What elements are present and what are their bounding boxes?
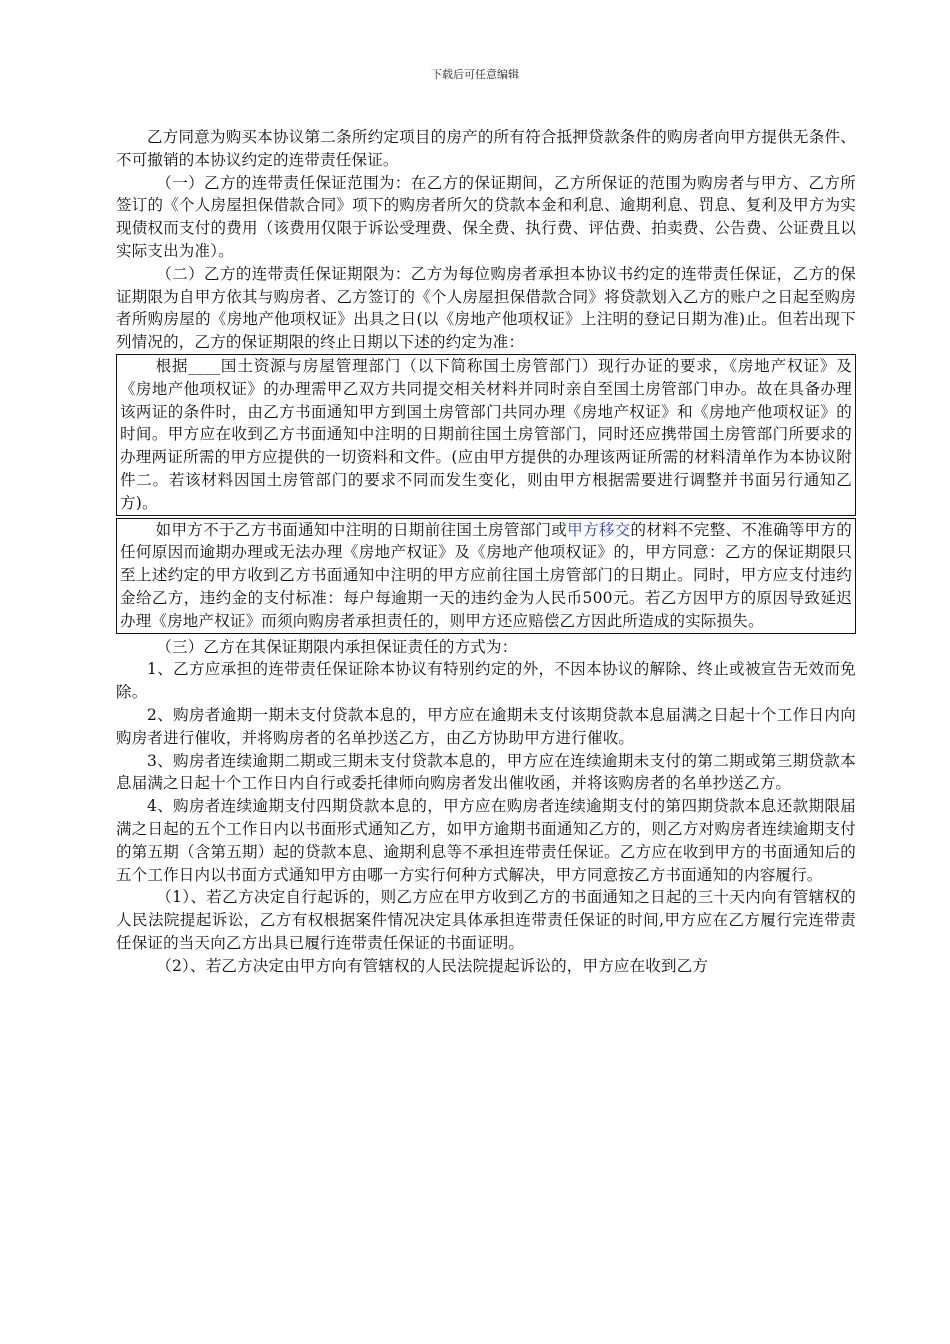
boxed-clause-text-end: 的材料不完整、不准确等甲方的任何原因而逾期办理或无法办理《房地产权证》及《房地产他项权证》的，甲方同意：乙方的保证期限只至上述约定的甲方收到乙方书面通知中注明的甲方应前往国土房管部门的日期止。同时，甲方应支付违约金给乙方，违约金的支付标准：每户每逾期一天的违约金为人民币500元。若乙方因甲方的原因导致延迟办理《房地产权证》而须向购房者承担责任的，则甲方还应赔偿乙方因此所造成的实际损失。: [120, 520, 852, 630]
paragraph-guarantee-method: （三）乙方在其保证期限内承担保证责任的方式为：: [156, 637, 518, 656]
paragraph-subitem-2: （2）、若乙方决定由甲方向有管辖权的人民法院提起诉讼的，甲方应在收到乙方: [156, 956, 709, 975]
boxed-clause-delay-liability: [116, 518, 856, 634]
boxed-clause-text-start: 如甲方不于乙方书面通知中注明的日期前往国土房管部门或: [155, 520, 568, 539]
paragraph-guarantee-period: （二）乙方的连带责任保证期限为：乙方为每位购房者承担本协议书约定的连带责任保证，乙方的保证期限为自甲方依其与购房者、乙方签订的《个人房屋担保借款合同》将贷款划入乙方的账户之日起至购房者所购房屋的《房地产他项权证》出具之日(以《房地产他项权证》上注明的登记日期为准)止。但若出现下列情况的，乙方的保证期限的终止日期以下述的约定为准：: [116, 264, 856, 352]
paragraph-item-1: 1、乙方应承担的连带责任保证除本协议有特别约定的外，不因本协议的解除、终止或被宣告无效而免除。: [116, 660, 856, 702]
document-body: [116, 126, 856, 977]
paragraph-subitem-1: （1）、若乙方决定自行起诉的，则乙方应在甲方收到乙方的书面通知之日起的三十天内向有管辖权的人民法院提起诉讼，乙方有权根据案件情况决定具体承担连带责任保证的时间,甲方应在乙方履行完连带责任保证的当天向乙方出具已履行连带责任保证的书面证明。: [116, 888, 856, 952]
paragraph-guarantee-scope: （一）乙方的连带责任保证范围为：在乙方的保证期间，乙方所保证的范围为购房者与甲方、乙方所签订的《个人房屋担保借款合同》项下的购房者所欠的贷款本金和利息、逾期利息、罚息、复利及甲方为实现债权而支付的费用（该费用仅限于诉讼受理费、保全费、执行费、评估费、拍卖费、公告费、公证费且以实际支出为准）。: [116, 173, 856, 260]
paragraph-item-4: 4、购房者连续逾期支付四期贷款本息的，甲方应在购房者连续逾期支付的第四期贷款本息还款期限届满之日起的五个工作日内以书面形式通知乙方，如甲方逾期书面通知乙方的，则乙方对购房者连续逾期支付的第五期（含第五期）起的贷款本息、逾期利息等不承担连带责任保证。乙方应在收到甲方的书面通知后的五个工作日内以书面方式通知甲方由哪一方实行何种方式解决，甲方同意按乙方书面通知的内容履行。: [116, 797, 856, 884]
paragraph-guarantee-commitment: 乙方同意为购买本协议第二条所约定项目的房产的所有符合抵押贷款条件的购房者向甲方提供无条件、不可撤销的本协议约定的连带责任保证。: [116, 128, 856, 169]
paragraph-item-2: 2、购房者逾期一期未支付贷款本息的，甲方应在逾期未支付该期贷款本息届满之日起十个工作日内向购房者进行催收，并将购房者的名单抄送乙方，由乙方协助甲方进行催收。: [116, 705, 856, 747]
party-a-transfer-link[interactable]: 甲方移交: [567, 520, 631, 539]
page-header: 下载后可任意编辑: [431, 68, 519, 81]
boxed-clause-certificate-processing: 根据____国土资源与房屋管理部门（以下简称国土房管部门）现行办证的要求，《房地产权证》及《房地产他项权证》的办理需甲乙双方共同提交相关材料并同时亲自至国土房管部门申办。故在具备办理该两证的条件时，由乙方书面通知甲方到国土房管部门共同办理《房地产权证》和《房地产他项权证》的时间。甲方应在收到乙方书面通知中注明的日期前往国土房管部门，同时还应携带国土房管部门所要求的办理两证所需的甲方应提供的一切资料和文件。(应由甲方提供的办理该两证所需的材料清单作为本协议附件二。若该材料因国土房管部门的要求不同而发生变化，则由甲方根据需要进行调整并书面另行通知乙方)。: [116, 354, 856, 516]
paragraph-item-3: 3、购房者连续逾期二期或三期未支付贷款本息的，甲方应在连续逾期未支付的第二期或第三期贷款本息届满之日起十个工作日内自行或委托律师向购房者发出催收函，并将该购房者的名单抄送乙方。: [116, 751, 856, 793]
